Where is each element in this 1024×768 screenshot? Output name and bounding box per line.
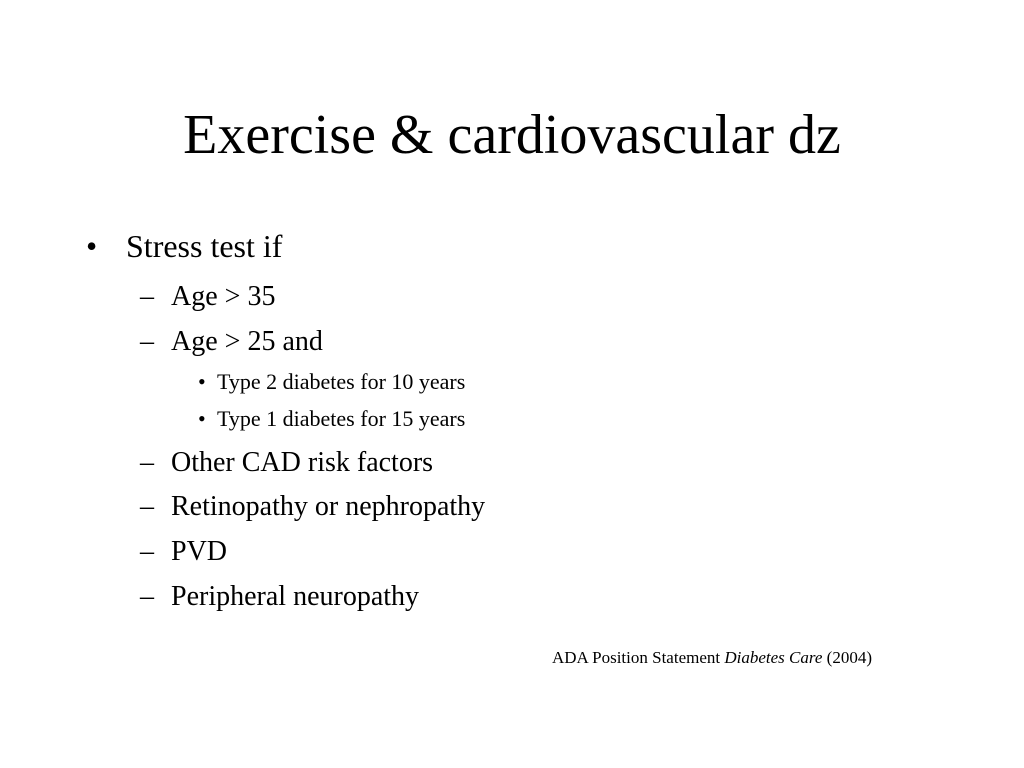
citation-journal: Diabetes Care <box>724 648 823 667</box>
citation-year: (2004) <box>822 648 872 667</box>
dash-icon: – <box>140 491 154 522</box>
citation <box>552 646 872 670</box>
list-item-text: PVD <box>171 536 228 567</box>
citation-prefix: ADA Position Statement <box>551 648 725 667</box>
list-item-text: Age > 35 <box>171 281 276 312</box>
list-item-text: Type 2 diabetes for 10 years <box>217 369 466 394</box>
dash-icon: – <box>140 326 154 357</box>
list-item-text: Retinopathy or nephropathy <box>171 491 486 522</box>
list-item-text: Stress test if <box>126 228 283 264</box>
dash-icon: – <box>140 281 154 312</box>
bullet-icon: • <box>198 406 206 431</box>
dash-icon: – <box>140 536 154 567</box>
bullet-icon: • <box>198 369 206 394</box>
slide-title: Exercise & cardiovascular dz <box>183 104 841 166</box>
dash-icon: – <box>140 581 154 612</box>
list-item-text: Type 1 diabetes for 15 years <box>217 406 466 431</box>
dash-icon: – <box>140 447 154 478</box>
list-item-text: Peripheral neuropathy <box>171 581 420 612</box>
list-item-text: Age > 25 and <box>171 326 323 357</box>
list-item-text: Other CAD risk factors <box>171 447 434 478</box>
bullet-icon: • <box>86 228 98 264</box>
